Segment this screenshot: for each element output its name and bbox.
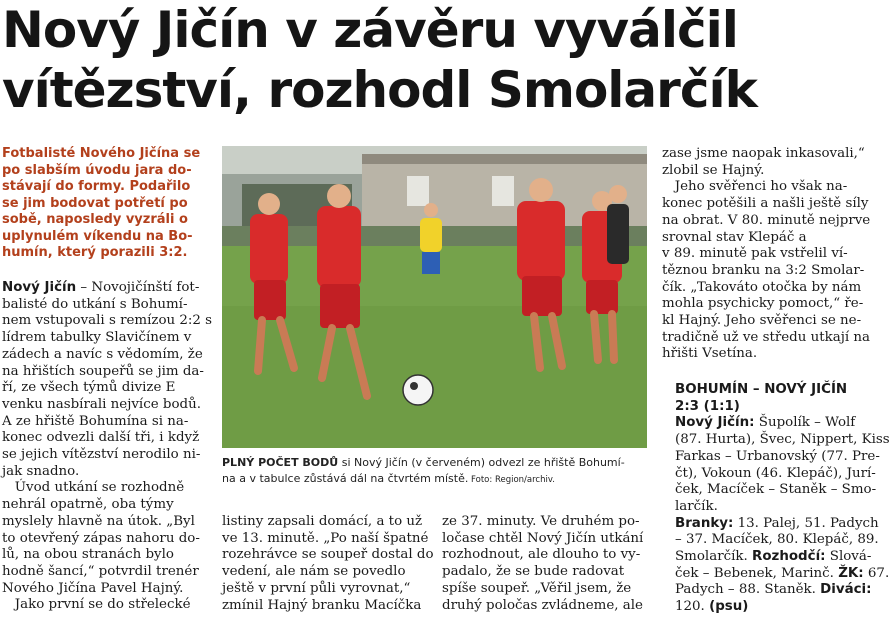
dateline: Nový Jičín [2,280,77,295]
lead-line: sobě, naposledy vyzráli o [2,212,188,227]
body-line: lů, na obou stranách bylo [2,547,174,563]
body-line: ří, ze všech týmů divize E [2,380,176,396]
body-line: to otevřený zápas nahoru do- [2,530,200,546]
match-result-box [675,382,890,616]
body-line: nehrál opatrně, oba týmy [2,497,174,513]
body-line: tradičně už ve středu utkají na [662,329,871,345]
yellow-cards-text: 67. [863,565,890,581]
body-line: hodně šancí,“ potvrdil trenér [2,563,199,579]
body-line: A ze hřiště Bohumína si na- [2,413,189,429]
lineup-line: (87. Hurta), Švec, Nippert, Kiss [675,432,890,448]
lead-line: humín, který porazili 3:2. [2,245,188,260]
lead-line: po slabším úvodu jara do- [2,162,192,178]
body-line: Jeho svěřenci ho však na- [662,179,848,195]
body-line: kl Hajný. Jeho svěřenci se ne- [662,313,862,329]
body-line: rozehrávce se soupeř dostal do [222,547,434,563]
body-line: těznou branku na 3:2 Smolar- [662,262,865,278]
body-line: ločase chtěl Nový Jičín utkání [442,530,644,546]
lead-line: stávají do formy. Podařilo [2,179,191,194]
headline-line-2: vítězství, rozhodl Smolarčík [2,61,757,119]
body-line: na hřištích soupeřů se jim da- [2,363,204,379]
lineup-label: Nový Jičín: [675,415,755,431]
body-line: padalo, že se bude radovat [442,564,625,580]
body-line: zlobil se Hajný. [662,162,765,178]
body-line: na obrat. V 80. minutě nejprve [662,212,871,228]
referee-text: Slová- [825,549,872,565]
yellow-cards-text: Padych – 88. Staněk. [675,582,821,598]
body-line: spíše soupeř. „Věřil jsem, že [442,580,632,596]
body-line: Nového Jičína Pavel Hajný. [2,580,184,596]
referee-text: ček – Bebenek, Marinč. [675,565,839,581]
attendance-value: 120. [675,599,710,615]
body-line: druhý poločas zvládneme, ale [442,597,643,613]
body-line: konec potěšili a našli ještě síly [662,196,869,212]
body-line: čík. „Takováto otočka by nám [662,279,862,295]
body-line: ze 37. minuty. Ve druhém po- [442,514,640,529]
lineup-line: larčík. [675,498,718,514]
caption-bold: PLNÝ POČET BODŮ [222,456,339,469]
body-line: lídrem tabulky Slavičínem v [2,330,192,346]
headline [2,0,868,120]
photo-credit: Foto: Region/archiv. [468,475,555,485]
lead-line: Fotbalisté Nového Jičína se [2,146,201,161]
goals-line: – 37. Macíček, 80. Klepáč, 89. [675,532,879,548]
attendance-label: Diváci: [820,582,872,598]
article-column-2 [222,514,432,614]
author-tag: (psu) [709,599,749,615]
body-line: zádech a navíc s vědomím, že [2,346,203,362]
body-line: Úvod utkání se rozhodně [2,480,185,496]
body-text: – Novojičínští fot- [76,280,200,295]
body-line: zase jsme naopak inkasovali,“ [662,146,865,161]
match-photo [222,146,647,448]
lineup-line: čt), Vokoun (46. Klepáč), Jurí- [675,465,876,481]
goals-text: Smolarčík. [675,549,753,565]
yellow-cards-label: ŽK: [838,565,864,581]
body-line: rozhodnout, ale dlouho to vy- [442,547,641,563]
body-line: Jako první se do střelecké [2,597,191,613]
lineup-line: Farkas – Urbanovský (77. Pre- [675,448,880,464]
photo-caption [222,455,652,488]
body-line: se jejich vítězství nerodilo ni- [2,447,201,463]
body-line: vedení, ale nám se povedlo [222,564,406,580]
goals-label: Branky: [675,515,734,531]
caption-text: si Nový Jičín (v červeném) odvezl ze hřiště Bohumí- [338,456,625,469]
body-line: nem vstupovali s remízou 2:2 s [2,313,213,329]
result-title: BOHUMÍN – NOVÝ JIČÍN [675,382,848,397]
result-score: 2:3 (1:1) [675,398,740,414]
body-line: jak snadno. [2,463,80,479]
lead-line: se jim bodovat potřetí po [2,195,188,211]
article-column-4 [662,146,871,363]
body-line: balisté do utkání s Bohumí- [2,296,188,312]
body-line: v 89. minutě pak vstřelil ví- [662,246,848,262]
body-line: konec odvezli další tři, i když [2,430,200,446]
lead-paragraph [2,146,217,262]
body-line: hřišti Vsetína. [662,346,758,362]
article-column-3 [442,514,654,614]
body-line: venku nasbírali nejvíce bodů. [2,396,201,412]
lead-line: uplynulém víkendu na Bo- [2,228,193,244]
body-line: listiny zapsali domácí, a to už [222,514,423,529]
lineup-text: Šupolík – Wolf [754,415,856,431]
body-line: ve 13. minutě. „Po naší špatné [222,530,429,546]
football-players-illustration [222,146,647,448]
article-column-1 [2,280,217,614]
referee-label: Rozhodčí: [752,549,826,565]
body-line: myslely hlavně na útok. „Byl [2,513,195,529]
caption-text: na a v tabulce zůstává dál na čtvrtém místě. [222,472,469,485]
body-line: mohla psychicky pomoct,“ ře- [662,296,864,312]
lineup-line: ček, Macíček – Staněk – Smo- [675,482,877,498]
body-line: ještě v první půli vyrovnat,“ [222,580,411,596]
headline-line-1: Nový Jičín v závěru vyválčil [2,1,738,59]
body-line: srovnal stav Klepáč a [662,229,807,245]
body-line: zmínil Hajný branku Macíčka [222,597,422,613]
goals-text: 13. Palej, 51. Padych [733,515,879,531]
